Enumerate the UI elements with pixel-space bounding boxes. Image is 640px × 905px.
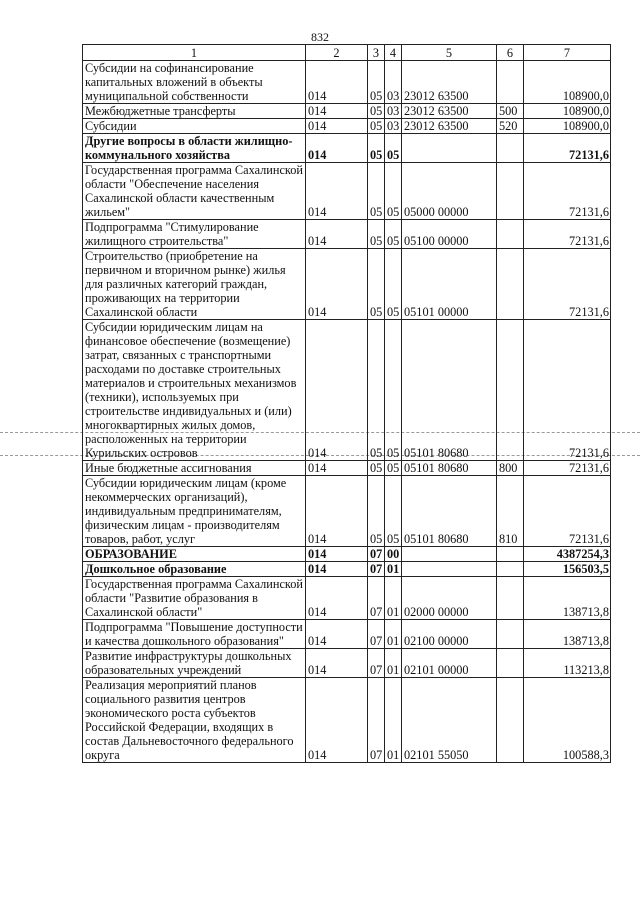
- row-name-cell: Иные бюджетные ассигнования: [83, 461, 306, 476]
- amount-cell: 72131,6: [524, 249, 611, 320]
- section-code-cell: 05: [368, 119, 385, 134]
- section-code-cell: 05: [368, 320, 385, 461]
- header-cell-6: 6: [497, 45, 524, 61]
- table-row: [83, 320, 611, 461]
- amount-cell: 72131,6: [524, 163, 611, 220]
- table-row: [83, 547, 611, 562]
- subsection-code-cell: 05: [385, 249, 402, 320]
- expense-type-cell: [497, 547, 524, 562]
- chapter-code-cell: 014: [306, 119, 368, 134]
- chapter-code-cell: 014: [306, 620, 368, 649]
- row-name-cell: Субсидии на софинансирование капитальных вложений в объекты муниципальной собственности: [83, 61, 306, 104]
- row-name-cell: Субсидии: [83, 119, 306, 134]
- table-row: [83, 249, 611, 320]
- subsection-code-cell: 03: [385, 119, 402, 134]
- table-row: [83, 61, 611, 104]
- header-cell-5: 5: [402, 45, 497, 61]
- amount-cell: 156503,5: [524, 562, 611, 577]
- header-cell-4: 4: [385, 45, 402, 61]
- target-article-cell: 05101 80680: [402, 461, 497, 476]
- expense-type-cell: 520: [497, 119, 524, 134]
- row-name-cell: Другие вопросы в области жилищно-коммунального хозяйства: [83, 134, 306, 163]
- expense-type-cell: [497, 678, 524, 763]
- table-row: [83, 649, 611, 678]
- chapter-code-cell: 014: [306, 562, 368, 577]
- row-name-cell: Межбюджетные трансферты: [83, 104, 306, 119]
- expense-type-cell: [497, 220, 524, 249]
- section-code-cell: 05: [368, 476, 385, 547]
- target-article-cell: 23012 63500: [402, 119, 497, 134]
- subsection-code-cell: 01: [385, 649, 402, 678]
- chapter-code-cell: 014: [306, 134, 368, 163]
- row-name-cell: Строительство (приобретение на первичном и вторичном рынке) жилья для различных категорий граждан, проживающих на территории Сахалинской области: [83, 249, 306, 320]
- target-article-cell: [402, 134, 497, 163]
- target-article-cell: 05101 00000: [402, 249, 497, 320]
- amount-cell: 4387254,3: [524, 547, 611, 562]
- header-row: [83, 45, 611, 61]
- section-code-cell: 07: [368, 562, 385, 577]
- row-name-cell: Дошкольное образование: [83, 562, 306, 577]
- expense-type-cell: [497, 320, 524, 461]
- table-row: [83, 134, 611, 163]
- expense-type-cell: 810: [497, 476, 524, 547]
- chapter-code-cell: 014: [306, 320, 368, 461]
- target-article-cell: 05101 80680: [402, 476, 497, 547]
- amount-cell: 108900,0: [524, 61, 611, 104]
- chapter-code-cell: 014: [306, 678, 368, 763]
- section-code-cell: 05: [368, 134, 385, 163]
- table-row: [83, 119, 611, 134]
- chapter-code-cell: 014: [306, 461, 368, 476]
- section-code-cell: 05: [368, 461, 385, 476]
- target-article-cell: 23012 63500: [402, 104, 497, 119]
- table-row: [83, 476, 611, 547]
- table-row: [83, 220, 611, 249]
- expense-type-cell: [497, 249, 524, 320]
- row-name-cell: Реализация мероприятий планов социального развития центров экономического роста субъектов Российской Федерации, входящих в состав Дальневосточного федерального округа: [83, 678, 306, 763]
- section-code-cell: 05: [368, 220, 385, 249]
- chapter-code-cell: 014: [306, 249, 368, 320]
- section-code-cell: 05: [368, 104, 385, 119]
- amount-cell: 138713,8: [524, 620, 611, 649]
- expense-type-cell: 800: [497, 461, 524, 476]
- row-name-cell: Субсидии юридическим лицам (кроме некоммерческих организаций), индивидуальным предпринимателям, физическим лицам - производителям товаров, работ, услуг: [83, 476, 306, 547]
- chapter-code-cell: 014: [306, 163, 368, 220]
- row-name-cell: ОБРАЗОВАНИЕ: [83, 547, 306, 562]
- target-article-cell: 02101 55050: [402, 678, 497, 763]
- subsection-code-cell: 05: [385, 220, 402, 249]
- header-cell-1: 1: [83, 45, 306, 61]
- row-name-cell: Развитие инфраструктуры дошкольных образовательных учреждений: [83, 649, 306, 678]
- row-name-cell: Государственная программа Сахалинской области "Обеспечение населения Сахалинской области качественным жильем": [83, 163, 306, 220]
- target-article-cell: 02101 00000: [402, 649, 497, 678]
- section-code-cell: 05: [368, 163, 385, 220]
- target-article-cell: 02000 00000: [402, 577, 497, 620]
- header-cell-7: 7: [524, 45, 611, 61]
- section-code-cell: 07: [368, 577, 385, 620]
- subsection-code-cell: 03: [385, 61, 402, 104]
- target-article-cell: 05000 00000: [402, 163, 497, 220]
- chapter-code-cell: 014: [306, 476, 368, 547]
- subsection-code-cell: 01: [385, 577, 402, 620]
- subsection-code-cell: 05: [385, 320, 402, 461]
- table-row: [83, 562, 611, 577]
- subsection-code-cell: 03: [385, 104, 402, 119]
- target-article-cell: 05100 00000: [402, 220, 497, 249]
- subsection-code-cell: 05: [385, 134, 402, 163]
- chapter-code-cell: 014: [306, 649, 368, 678]
- section-code-cell: 07: [368, 649, 385, 678]
- table-row: [83, 163, 611, 220]
- chapter-code-cell: 014: [306, 220, 368, 249]
- table-row: [83, 678, 611, 763]
- section-code-cell: 05: [368, 249, 385, 320]
- amount-cell: 72131,6: [524, 476, 611, 547]
- table-row: [83, 620, 611, 649]
- amount-cell: 72131,6: [524, 320, 611, 461]
- row-name-cell: Субсидии юридическим лицам на финансовое обеспечение (возмещение) затрат, связанных с транспортными расходами по доставке строительных материалов и строительных механизмов (техники), используемых при строительстве индивидуальных и (или) многоквартирных жилых домов, расположенных на территории Курильских островов: [83, 320, 306, 461]
- section-code-cell: 07: [368, 678, 385, 763]
- row-name-cell: Подпрограмма "Стимулирование жилищного строительства": [83, 220, 306, 249]
- target-article-cell: 05101 80680: [402, 320, 497, 461]
- table-row: [83, 577, 611, 620]
- amount-cell: 138713,8: [524, 577, 611, 620]
- amount-cell: 72131,6: [524, 461, 611, 476]
- expense-type-cell: [497, 61, 524, 104]
- chapter-code-cell: 014: [306, 61, 368, 104]
- page-number: 832: [311, 30, 329, 44]
- subsection-code-cell: 01: [385, 562, 402, 577]
- expense-type-cell: [497, 620, 524, 649]
- table-header: [83, 45, 611, 61]
- amount-cell: 72131,6: [524, 220, 611, 249]
- budget-table: [82, 44, 611, 763]
- target-article-cell: 23012 63500: [402, 61, 497, 104]
- subsection-code-cell: 05: [385, 461, 402, 476]
- expense-type-cell: [497, 134, 524, 163]
- target-article-cell: 02100 00000: [402, 620, 497, 649]
- expense-type-cell: [497, 577, 524, 620]
- section-code-cell: 05: [368, 61, 385, 104]
- subsection-code-cell: 01: [385, 678, 402, 763]
- amount-cell: 108900,0: [524, 119, 611, 134]
- target-article-cell: [402, 562, 497, 577]
- chapter-code-cell: 014: [306, 547, 368, 562]
- subsection-code-cell: 01: [385, 620, 402, 649]
- amount-cell: 108900,0: [524, 104, 611, 119]
- section-code-cell: 07: [368, 547, 385, 562]
- row-name-cell: Подпрограмма "Повышение доступности и качества дошкольного образования": [83, 620, 306, 649]
- amount-cell: 113213,8: [524, 649, 611, 678]
- expense-type-cell: [497, 163, 524, 220]
- expense-type-cell: [497, 649, 524, 678]
- table-body: [83, 61, 611, 763]
- expense-type-cell: [497, 562, 524, 577]
- amount-cell: 72131,6: [524, 134, 611, 163]
- table-row: [83, 104, 611, 119]
- subsection-code-cell: 00: [385, 547, 402, 562]
- section-code-cell: 07: [368, 620, 385, 649]
- expense-type-cell: 500: [497, 104, 524, 119]
- subsection-code-cell: 05: [385, 476, 402, 547]
- amount-cell: 100588,3: [524, 678, 611, 763]
- budget-table-container: [82, 44, 610, 763]
- chapter-code-cell: 014: [306, 104, 368, 119]
- target-article-cell: [402, 547, 497, 562]
- subsection-code-cell: 05: [385, 163, 402, 220]
- header-cell-2: 2: [306, 45, 368, 61]
- row-name-cell: Государственная программа Сахалинской области "Развитие образования в Сахалинской области": [83, 577, 306, 620]
- table-row: [83, 461, 611, 476]
- header-cell-3: 3: [368, 45, 385, 61]
- chapter-code-cell: 014: [306, 577, 368, 620]
